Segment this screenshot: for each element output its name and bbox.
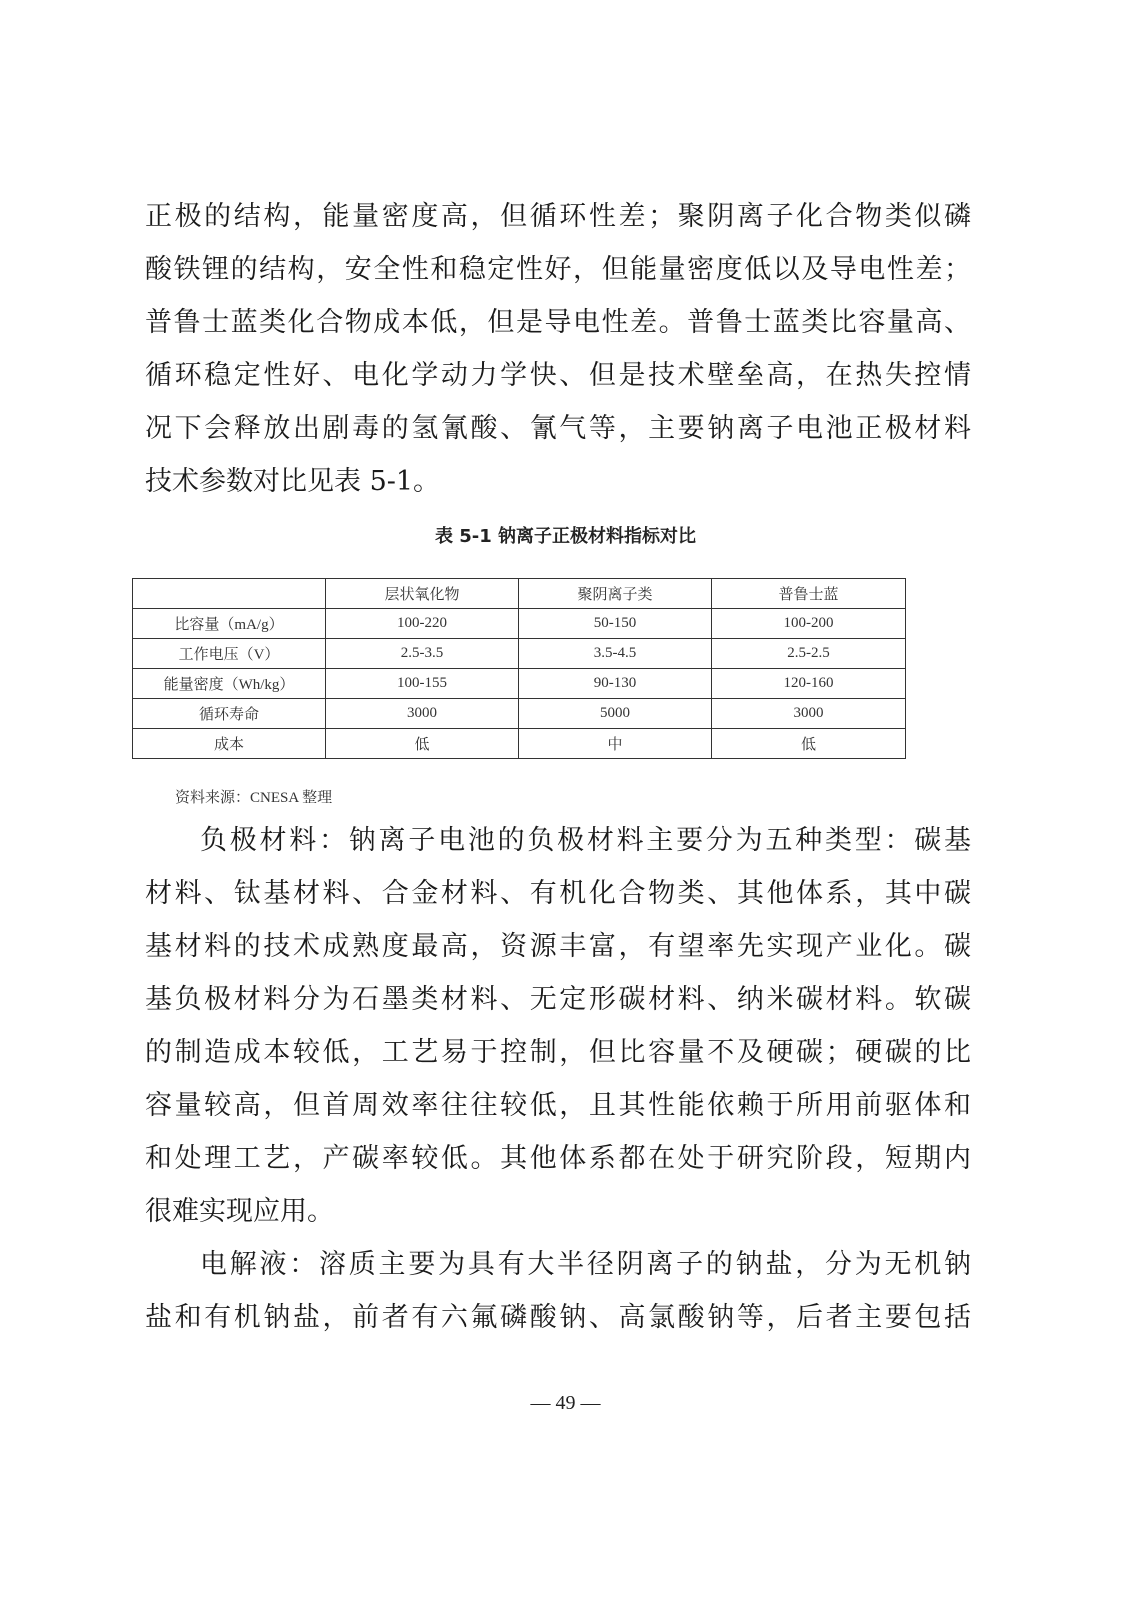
table-header-row <box>133 579 906 609</box>
text-line: 酸铁锂的结构，安全性和稳定性好，但能量密度低以及导电性差； <box>145 254 971 285</box>
table-cell: 3.5-4.5 <box>519 639 712 669</box>
header-cell <box>133 579 326 609</box>
row-label: 比容量（mA/g） <box>133 609 326 639</box>
table-cell: 90-130 <box>519 669 712 699</box>
table-row <box>133 669 906 699</box>
table-cell: 3000 <box>326 699 519 729</box>
table-row <box>133 639 906 669</box>
header-cell: 普鲁士蓝 <box>712 579 906 609</box>
text-line: 盐和有机钠盐，前者有六氟磷酸钠、高氯酸钠等，后者主要包括 <box>145 1302 971 1333</box>
text-line: 正极的结构，能量密度高，但循环性差；聚阴离子化合物类似磷 <box>145 201 971 232</box>
row-label: 能量密度（Wh/kg） <box>133 669 326 699</box>
text-line: 循环稳定性好、电化学动力学快、但是技术壁垒高，在热失控情 <box>145 360 971 391</box>
table-cell: 50-150 <box>519 609 712 639</box>
table-cell: 中 <box>519 729 712 759</box>
text-line: 普鲁士蓝类化合物成本低，但是导电性差。普鲁士蓝类比容量高、 <box>145 307 971 338</box>
row-label: 成本 <box>133 729 326 759</box>
table-row <box>133 609 906 639</box>
table-cell: 120-160 <box>712 669 906 699</box>
text-line: 电解液：溶质主要为具有大半径阴离子的钠盐，分为无机钠 <box>200 1249 971 1280</box>
table-caption: 表 5-1 钠离子正极材料指标对比 <box>434 526 697 547</box>
table-cell: 低 <box>712 729 906 759</box>
text-line: 容量较高，但首周效率往往较低，且其性能依赖于所用前驱体和 <box>145 1090 971 1121</box>
page-number: — 49 — <box>530 1392 601 1414</box>
text-line: 和处理工艺，产碳率较低。其他体系都在处于研究阶段，短期内 <box>145 1143 971 1174</box>
table-cell: 100-200 <box>712 609 906 639</box>
row-label: 循环寿命 <box>133 699 326 729</box>
cathode-materials-table <box>132 578 906 759</box>
header-cell: 聚阴离子类 <box>519 579 712 609</box>
text-line: 况下会释放出剧毒的氢氰酸、氰气等，主要钠离子电池正极材料 <box>145 413 971 444</box>
row-label: 工作电压（V） <box>133 639 326 669</box>
table-row <box>133 699 906 729</box>
table-cell: 3000 <box>712 699 906 729</box>
table-row <box>133 729 906 759</box>
table-cell: 100-155 <box>326 669 519 699</box>
table-cell: 100-220 <box>326 609 519 639</box>
table-cell: 低 <box>326 729 519 759</box>
text-line: 基材料的技术成熟度最高，资源丰富，有望率先实现产业化。碳 <box>145 931 971 962</box>
text-line: 负极材料：钠离子电池的负极材料主要分为五种类型：碳基 <box>200 825 971 856</box>
header-cell: 层状氧化物 <box>326 579 519 609</box>
text-line: 的制造成本较低，工艺易于控制，但比容量不及硬碳；硬碳的比 <box>145 1037 971 1068</box>
text-line: 材料、钛基材料、合金材料、有机化合物类、其他体系，其中碳 <box>145 878 971 909</box>
text-line: 技术参数对比见表 5-1。 <box>145 466 441 497</box>
text-line: 很难实现应用。 <box>145 1196 334 1227</box>
table-cell: 2.5-2.5 <box>712 639 906 669</box>
table-source-note: 资料来源：CNESA 整理 <box>175 790 333 806</box>
table-cell: 5000 <box>519 699 712 729</box>
table-cell: 2.5-3.5 <box>326 639 519 669</box>
text-line: 基负极材料分为石墨类材料、无定形碳材料、纳米碳材料。软碳 <box>145 984 971 1015</box>
